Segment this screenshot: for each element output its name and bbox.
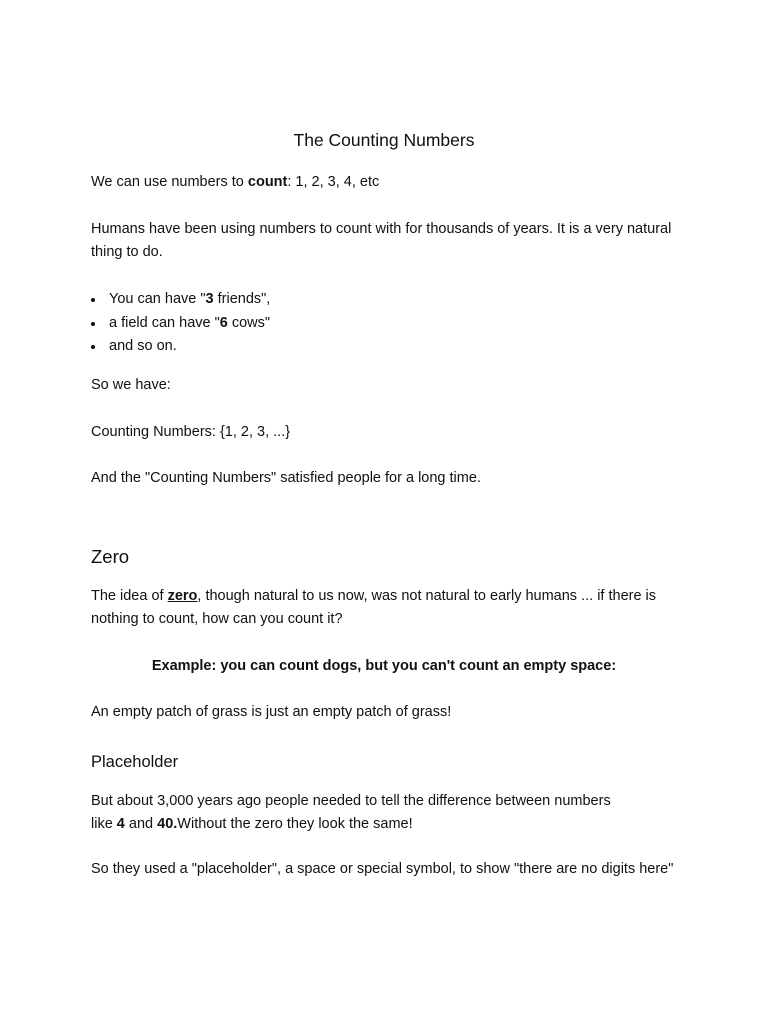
page-title: The Counting Numbers	[293, 130, 475, 150]
placeholder-used-paragraph: So they used a "placeholder", a space or special symbol, to show "there are no digits here"	[91, 861, 674, 877]
so-we-have-text: So we have:	[91, 377, 171, 393]
zero-link[interactable]: zero	[167, 588, 198, 604]
list-item	[91, 312, 270, 336]
list-item-bold: 3	[205, 291, 214, 307]
number-four: 4	[116, 816, 125, 832]
list-item-text: and so on.	[109, 338, 177, 354]
history-paragraph: Humans have been using numbers to count with for thousands of years. It is a very natural thing to do.	[91, 221, 672, 260]
zero-heading: Zero	[91, 546, 130, 567]
intro-paragraph	[91, 171, 681, 194]
example-caption: Example: you can count dogs, but you can't count an empty space:	[151, 658, 617, 674]
intro-text-after: : 1, 2, 3, 4, etc	[287, 174, 380, 190]
placeholder-line-one: But about 3,000 years ago people needed to tell the difference between numbers	[91, 793, 611, 809]
zero-paragraph	[91, 585, 681, 631]
list-item-text: You can have "	[109, 291, 206, 307]
list-item-text-after: cows"	[227, 314, 271, 331]
zero-text-before: The idea of	[91, 588, 168, 604]
list-item-text-after: friends",	[213, 291, 271, 307]
placeholder-and: and	[124, 816, 158, 832]
zero-text-after: , though natural to us now, was not natural to early humans ... if there is nothing to count, how can you count it?	[91, 588, 657, 627]
intro-text-before: We can use numbers to	[91, 174, 248, 190]
intro-bold-word: count	[247, 174, 288, 190]
list-item	[91, 335, 270, 359]
examples-list	[91, 288, 270, 359]
list-item-bold: 6	[219, 314, 228, 331]
placeholder-after: Without the zero they look the same!	[177, 816, 413, 832]
placeholder-paragraph	[91, 790, 691, 836]
counting-numbers-set: Counting Numbers: {1, 2, 3, ...}	[91, 424, 291, 440]
number-forty: 40.	[157, 816, 178, 832]
satisfied-paragraph: And the "Counting Numbers" satisfied people for a long time.	[91, 470, 481, 486]
list-item	[91, 288, 270, 312]
placeholder-heading: Placeholder	[91, 753, 179, 771]
grass-paragraph: An empty patch of grass is just an empty patch of grass!	[91, 704, 452, 720]
placeholder-like: like	[91, 816, 117, 832]
list-item-text: a field can have "	[109, 314, 220, 331]
